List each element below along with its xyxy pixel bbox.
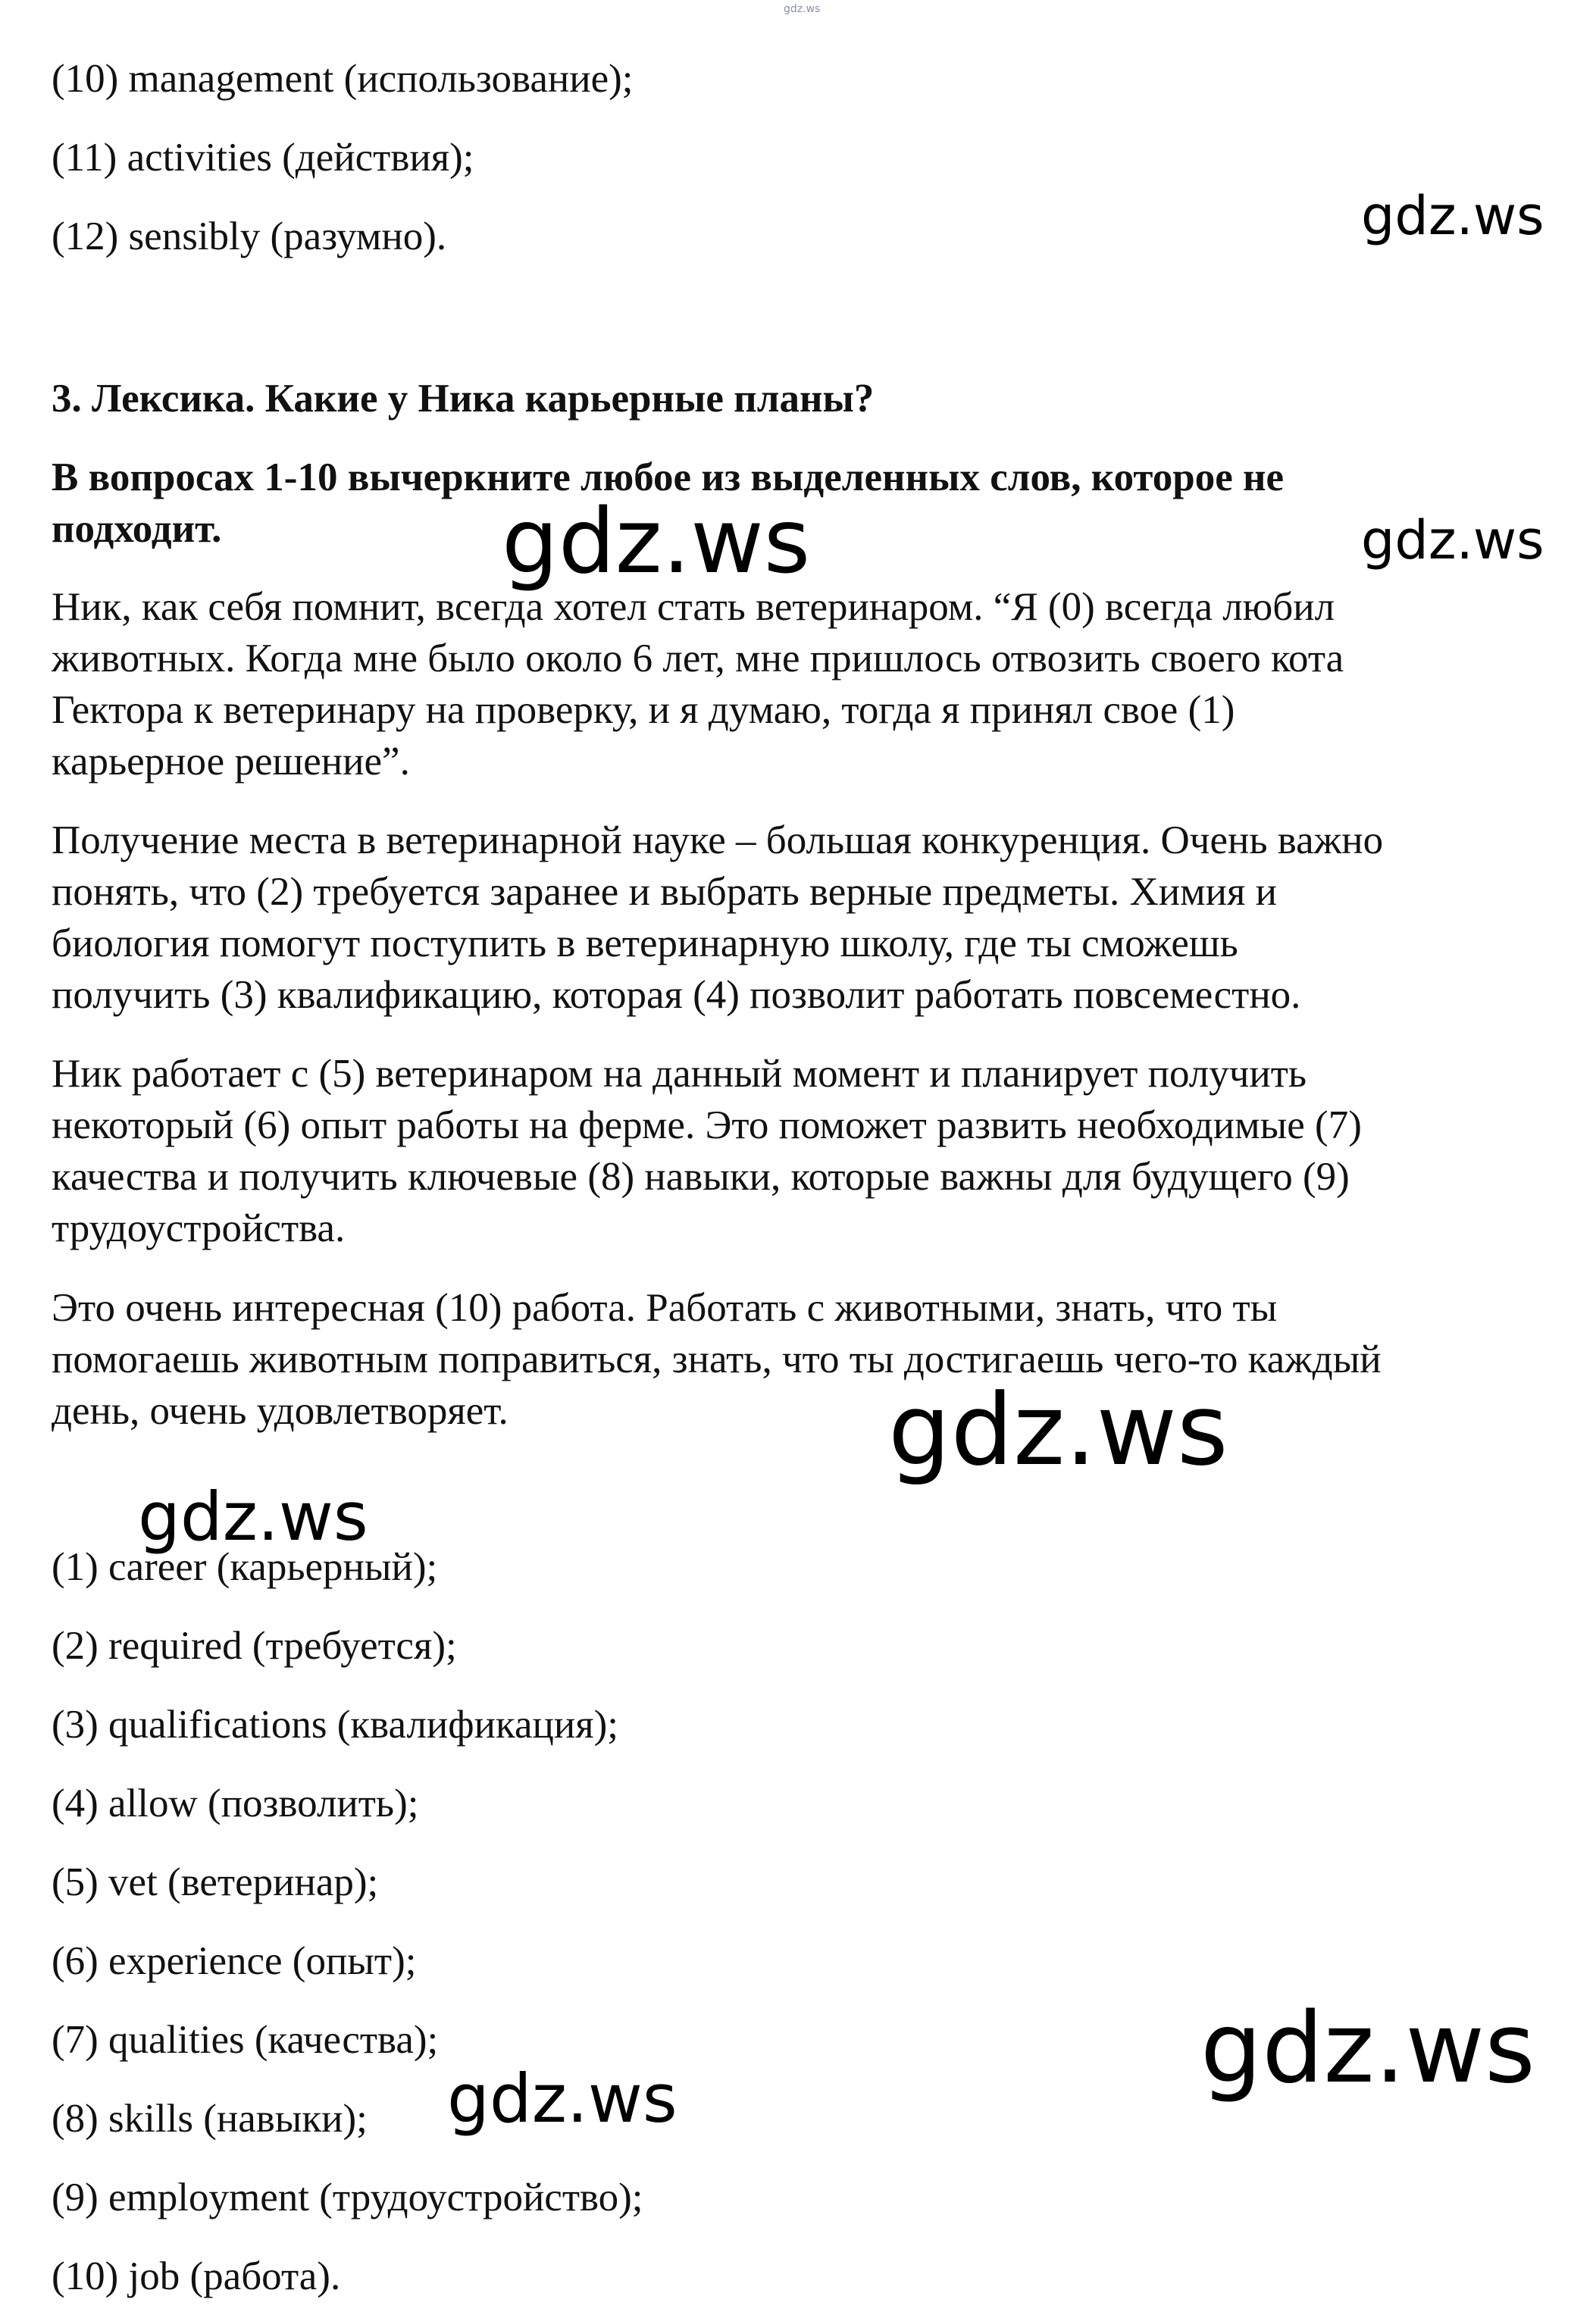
section-heading: 3. Лексика. Какие у Ника карьерные планы?: [52, 377, 875, 421]
watermark: gdz.ws: [447, 2060, 678, 2138]
paragraph-line: Гектора к ветеринару на проверку, и я думаю, тогда я принял свое (1): [52, 688, 1235, 732]
paragraph-line: помогаешь животным поправиться, знать, что ты достигаешь чего-то каждый: [52, 1337, 1382, 1381]
paragraph-4: [52, 1282, 1560, 1437]
paragraph-line: Получение места в ветеринарной науке – большая конкуренция. Очень важно: [52, 818, 1384, 862]
answer-item: (5) vet (ветеринар);: [52, 1860, 379, 1904]
paragraph-line: день, очень удовлетворяет.: [52, 1389, 509, 1433]
paragraph-1: [52, 581, 1560, 787]
instruction-line: В вопросах 1-10 вычеркните любое из выделенных слов, которое не: [52, 455, 1285, 499]
paragraph-line: биология помогут поступить в ветеринарную школу, где ты сможешь: [52, 921, 1238, 965]
paragraph-line: получить (3) квалификацию, которая (4) позволит работать повсеместно.: [52, 973, 1301, 1017]
paragraph-line: трудоустройства.: [52, 1206, 346, 1250]
instruction-line: подходит.: [52, 507, 222, 551]
watermark: gdz.ws: [1200, 1992, 1535, 2105]
paragraph-line: качества и получить ключевые (8) навыки, которые важны для будущего (9): [52, 1155, 1350, 1199]
answer-item: (3) qualifications (квалификация);: [52, 1703, 618, 1747]
list-item: (11) activities (действия);: [52, 136, 474, 180]
watermark: gdz.ws: [138, 1478, 368, 1556]
paragraph-line: некоторый (6) опыт работы на ферме. Это поможет развить необходимые (7): [52, 1103, 1362, 1147]
list-item: (12) sensibly (разумно).: [52, 214, 447, 258]
paragraph-line: Ник, как себя помнит, всегда хотел стать ветеринаром. “Я (0) всегда любил: [52, 585, 1335, 629]
paragraph-line: животных. Когда мне было около 6 лет, мне пришлось отвозить своего кота: [52, 637, 1344, 680]
answer-item: (10) job (работа).: [52, 2254, 341, 2298]
answer-item: (4) allow (позволить);: [52, 1782, 419, 1825]
watermark: gdz.ws: [1361, 509, 1544, 571]
watermark: gdz.ws: [888, 1372, 1228, 1487]
answer-item: (6) experience (опыт);: [52, 1939, 417, 1983]
paragraph-line: Ник работает с (5) ветеринаром на данный момент и планирует получить: [52, 1052, 1307, 1096]
paragraph-3: [52, 1048, 1560, 1254]
watermark-tiny: gdz.ws: [784, 3, 821, 15]
answer-item: (8) skills (навыки);: [52, 2097, 368, 2141]
paragraph-line: карьерное решение”.: [52, 740, 410, 784]
paragraph-line: Это очень интересная (10) работа. Работать с животными, знать, что ты: [52, 1286, 1278, 1330]
watermark: gdz.ws: [502, 489, 811, 593]
paragraph-2: [52, 815, 1560, 1021]
watermark: gdz.ws: [1361, 185, 1544, 247]
answer-item: (1) career (карьерный);: [52, 1545, 438, 1589]
paragraph-line: понять, что (2) требуется заранее и выбрать верные предметы. Химия и: [52, 870, 1278, 914]
answer-item: (7) qualities (качества);: [52, 2018, 439, 2062]
answer-item: (9) employment (трудоустройство);: [52, 2176, 643, 2219]
list-item: (10) management (использование);: [52, 57, 634, 101]
answer-item: (2) required (требуется);: [52, 1624, 457, 1668]
